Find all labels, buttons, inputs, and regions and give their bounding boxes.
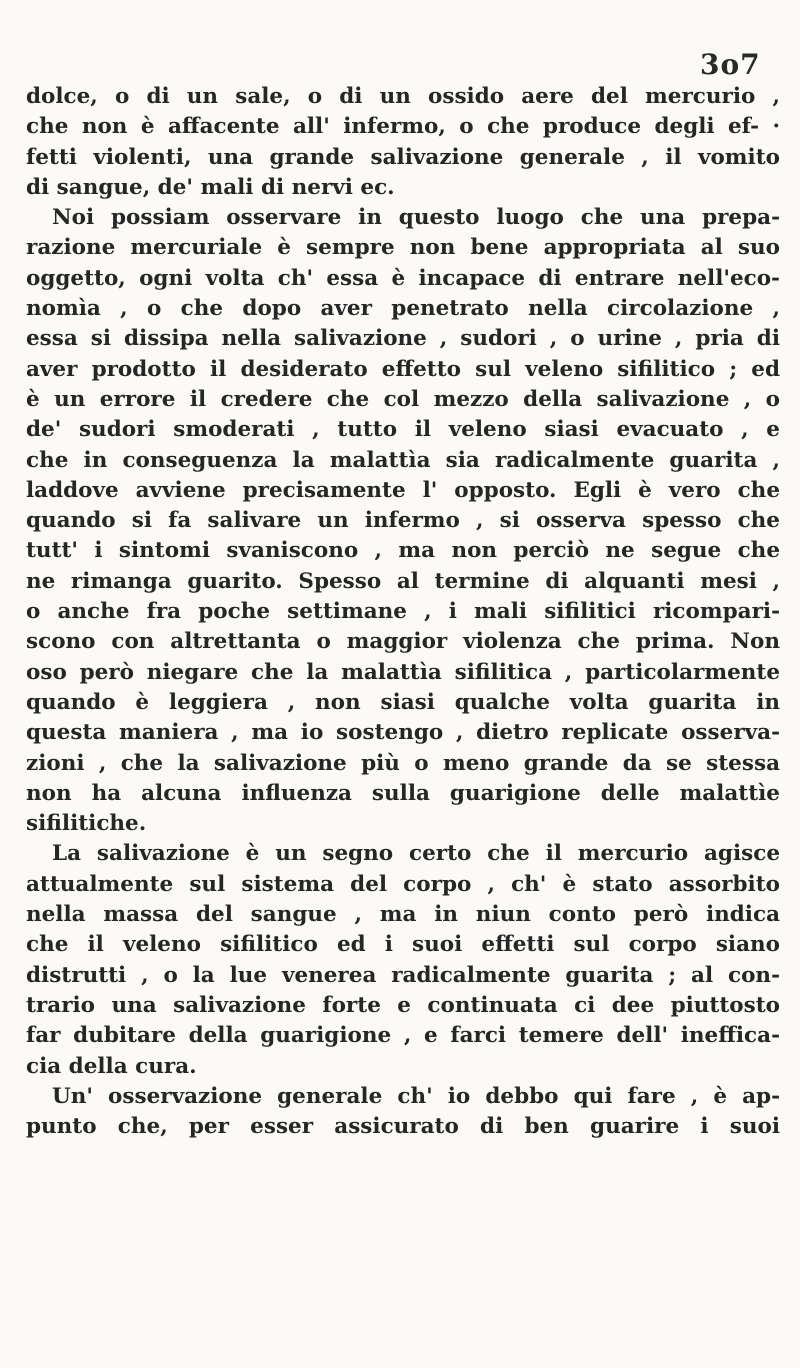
text-line: che il veleno sifilitico ed i suoi effetti sul corpo siano [26,932,780,958]
text-line: tutt' i sintomi svaniscono , ma non perciò ne segue che [26,538,780,564]
text-line: di sangue, de' mali di nervi ec. [26,174,395,200]
text-line: distrutti , o la lue venerea radicalmente guarita ; al con- [26,962,780,988]
text-line: scono con altrettanta o maggior violenza che prima. Non [26,629,780,655]
text-line: cia della cura. [26,1053,197,1079]
text-line: che non è affacente all' infermo, o che produce degli ef- · [26,114,780,140]
text-line: aver prodotto il desiderato effetto sul veleno sifilitico ; ed [26,356,780,382]
text-line: o anche fra poche settimane , i mali sifilitici ricompari- [26,599,780,625]
text-line: sifilitiche. [26,811,147,837]
text-line: Un' osservazione generale ch' io debbo qui fare , è ap- [52,1083,780,1109]
text-line: fetti violenti, una grande salivazione generale , il vomito [26,144,780,170]
text-line: oso però niegare che la malattìa sifilitica , particolarmente [26,659,780,685]
page-number: 3o7 [700,48,761,81]
text-line: far dubitare della guarigione , e farci temere dell' ineffica- [26,1023,780,1049]
text-line: trario una salivazione forte e continuata ci dee piuttosto [26,992,780,1018]
text-line: de' sudori smoderati , tutto il veleno siasi evacuato , e [26,417,780,443]
text-line: questa maniera , ma io sostengo , dietro replicate osserva- [26,720,780,746]
text-line: nomìa , o che dopo aver penetrato nella circolazione , [26,296,780,322]
text-line: è un errore il credere che col mezzo della salivazione , o [26,386,780,412]
text-line: Noi possiam osservare in questo luogo che una prepa- [52,205,780,231]
body-text [26,82,780,1142]
text-line: ne rimanga guarito. Spesso al termine di alquanti mesi , [26,568,780,594]
text-line: attualmente sul sistema del corpo , ch' è stato assorbito [26,871,780,897]
text-line: La salivazione è un segno certo che il mercurio agisce [52,841,780,867]
text-line: essa si dissipa nella salivazione , sudori , o urine , pria di [26,326,780,352]
text-line: zioni , che la salivazione più o meno grande da se stessa [26,750,780,776]
text-line: punto che, per esser assicurato di ben guarire i suoi [26,1114,780,1140]
text-line: oggetto, ogni volta ch' essa è incapace di entrare nell'eco- [26,265,780,291]
text-line: che in conseguenza la malattìa sia radicalmente guarita , [26,447,780,473]
text-line: dolce, o di un sale, o di un ossido aere del mercurio , [26,84,780,109]
text-line: non ha alcuna influenza sulla guarigione delle malattìe [26,780,780,806]
text-line: quando è leggiera , non siasi qualche volta guarita in [26,689,780,715]
text-line: quando si fa salivare un infermo , si osserva spesso che [26,508,780,534]
text-line: razione mercuriale è sempre non bene appropriata al suo [26,235,780,261]
text-line: nella massa del sangue , ma in niun conto però indica [26,902,780,928]
text-line: laddove avviene precisamente l' opposto. Egli è vero che [26,477,780,503]
